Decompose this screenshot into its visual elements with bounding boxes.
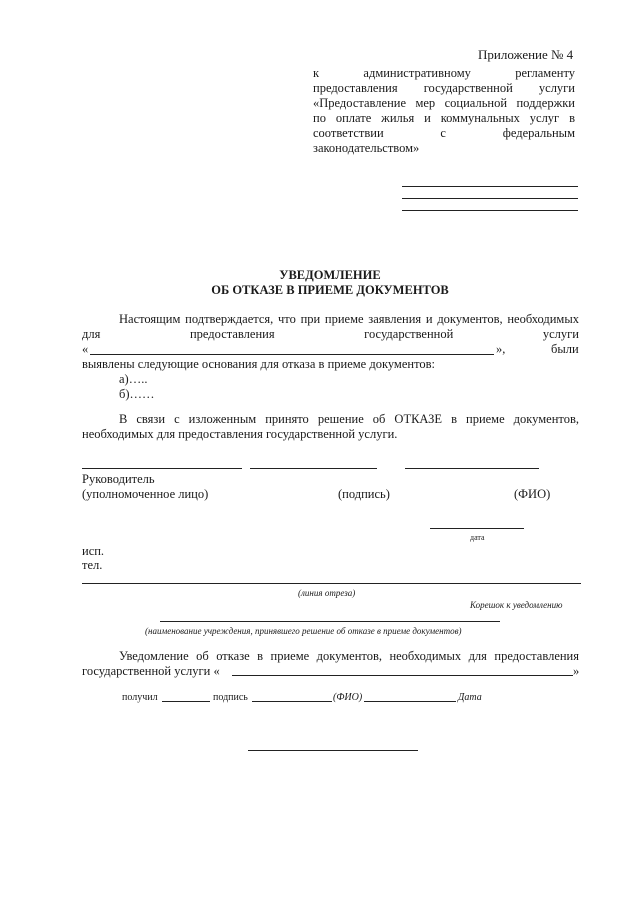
paragraph-1-line-3-end: были: [551, 342, 579, 356]
service-quote-close: »,: [496, 342, 506, 356]
signature-label: (подпись): [338, 487, 390, 501]
stub-line-2-suffix: »: [573, 664, 580, 678]
bottom-signature-line: [248, 750, 418, 751]
paragraph-1-line-4: выявлены следующие основания для отказа в приеме документов:: [82, 357, 435, 371]
institution-label: (наименование учреждения, принявшего решение об отказе в приеме документов): [145, 626, 462, 636]
header-line-2: предоставления государственной услуги: [313, 81, 575, 95]
stub-line-2-prefix: государственной услуги «: [82, 664, 220, 678]
document-title: УВЕДОМЛЕНИЕ: [279, 268, 381, 282]
authorized-person-label: (уполномоченное лицо): [82, 487, 209, 501]
received-label: получил: [122, 692, 158, 703]
receipt-date-label: Дата: [458, 692, 482, 703]
head-signature-line: [82, 468, 242, 469]
head-label: Руководитель: [82, 472, 155, 486]
paragraph-2-line-1: В связи с изложенным принято решение об ОТКАЗЕ в приеме документов,: [119, 412, 579, 426]
header-line-1: к административному регламенту: [313, 66, 575, 80]
paragraph-1-line-2: для предоставления государственной услуги: [82, 327, 579, 341]
receipt-fio-line: [364, 701, 456, 702]
phone-label: тел.: [82, 558, 103, 572]
receipt-sign-line: [252, 701, 332, 702]
header-line-3: «Предоставление мер социальной поддержки: [313, 96, 575, 110]
sign-line: [250, 468, 377, 469]
executor-label: исп.: [82, 544, 105, 558]
stub-label: Корешок к уведомлению: [470, 600, 563, 610]
fio-label: (ФИО): [514, 487, 551, 501]
received-line: [162, 701, 210, 702]
addressee-line-3: [402, 210, 578, 211]
stub-line-1: Уведомление об отказе в приеме документов, необходимых для предоставления: [119, 649, 579, 663]
addressee-line-2: [402, 198, 578, 199]
document-subtitle: ОБ ОТКАЗЕ В ПРИЕМЕ ДОКУМЕНТОВ: [211, 283, 449, 297]
reason-item-a: а)…..: [119, 372, 148, 386]
stub-service-line: [232, 675, 573, 676]
cut-line: [82, 583, 581, 584]
service-quote-open: «: [82, 342, 89, 356]
header-line-4: по оплате жилья и коммунальных услуг в: [313, 111, 575, 125]
institution-name-line: [160, 621, 500, 622]
header-line-6: законодательством»: [313, 141, 420, 155]
addressee-line-1: [402, 186, 578, 187]
paragraph-2-line-2: необходимых для предоставления государственной услуги.: [82, 427, 398, 441]
date-line: [430, 528, 524, 529]
receipt-fio-label: (ФИО): [333, 692, 363, 703]
paragraph-1-line-1: Настоящим подтверждается, что при приеме заявления и документов, необходимых: [119, 312, 579, 326]
date-label: дата: [470, 533, 485, 542]
appendix-number: Приложение № 4: [478, 47, 574, 62]
header-line-5: соответствии с федеральным: [313, 126, 575, 140]
service-name-line: [90, 354, 494, 355]
receipt-sign-label: подпись: [213, 692, 248, 703]
cut-line-label: (линия отреза): [298, 588, 356, 598]
fio-line: [405, 468, 539, 469]
reason-item-b: б)……: [119, 387, 155, 401]
